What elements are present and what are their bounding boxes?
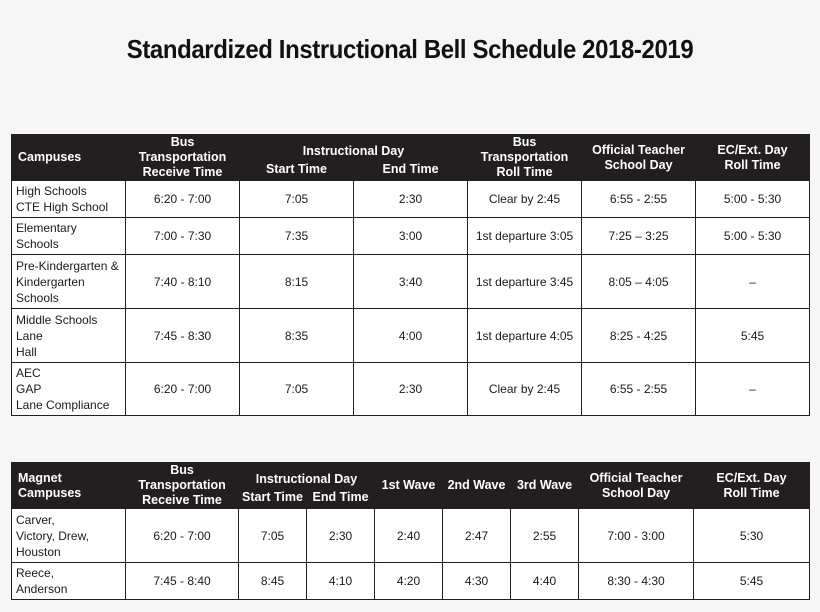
- teacher-school-day: 7:00 - 3:00: [579, 509, 694, 563]
- teacher-school-day: 8:05 – 4:05: [582, 255, 696, 309]
- bus-receive-time: 7:40 - 8:10: [126, 255, 240, 309]
- start-time: 8:45: [239, 563, 307, 600]
- table-row: [12, 509, 810, 563]
- teacher-school-day: 8:30 - 4:30: [579, 563, 694, 600]
- header-3rd-wave: 3rd Wave: [511, 463, 579, 509]
- ec-ext-day-roll-time: –: [696, 363, 810, 416]
- header-end-time: End Time: [307, 487, 375, 509]
- start-time: 7:05: [240, 363, 354, 416]
- end-time: 2:30: [354, 363, 468, 416]
- ec-ext-day-roll-time: 5:45: [696, 309, 810, 363]
- wave-3-time: 2:55: [511, 509, 579, 563]
- bus-roll-time: 1st departure 4:05: [468, 309, 582, 363]
- campus-name: Carver, Victory, Drew, Houston: [12, 509, 126, 563]
- ec-ext-day-roll-time: 5:00 - 5:30: [696, 218, 810, 255]
- campus-name: Elementary Schools: [12, 218, 126, 255]
- start-time: 7:05: [239, 509, 307, 563]
- header-teacher-school-day: Official Teacher School Day: [579, 463, 694, 509]
- ec-ext-day-roll-time: 5:00 - 5:30: [696, 181, 810, 218]
- header-bus-receive-time: Bus Transportation Receive Time: [126, 463, 239, 509]
- wave-1-time: 2:40: [375, 509, 443, 563]
- ec-ext-day-roll-time: –: [696, 255, 810, 309]
- start-time: 8:35: [240, 309, 354, 363]
- end-time: 4:00: [354, 309, 468, 363]
- teacher-school-day: 6:55 - 2:55: [582, 363, 696, 416]
- header-instructional-day: Instructional Day: [240, 135, 468, 159]
- table-row: [12, 218, 810, 255]
- table-row: [12, 181, 810, 218]
- campus-name: Pre-Kindergarten & Kindergarten Schools: [12, 255, 126, 309]
- end-time: 4:10: [307, 563, 375, 600]
- teacher-school-day: 6:55 - 2:55: [582, 181, 696, 218]
- table-row: [12, 255, 810, 309]
- bus-receive-time: 7:45 - 8:30: [126, 309, 240, 363]
- header-start-time: Start Time: [240, 159, 354, 181]
- header-bus-roll-time: Bus Transportation Roll Time: [468, 135, 582, 181]
- bus-receive-time: 6:20 - 7:00: [126, 363, 240, 416]
- bus-receive-time: 6:20 - 7:00: [126, 181, 240, 218]
- table-row: [12, 563, 810, 600]
- start-time: 7:05: [240, 181, 354, 218]
- table-row: [12, 363, 810, 416]
- end-time: 3:00: [354, 218, 468, 255]
- page-title: Standardized Instructional Bell Schedule 2018-2019: [126, 34, 694, 64]
- campus-name: Reece, Anderson: [12, 563, 126, 600]
- wave-3-time: 4:40: [511, 563, 579, 600]
- header-bus-receive-time: Bus Transportation Receive Time: [126, 135, 240, 181]
- wave-2-time: 4:30: [443, 563, 511, 600]
- campus-bell-schedule-table: [11, 134, 810, 416]
- ec-ext-day-roll-time: 5:30: [694, 509, 810, 563]
- table-row: [12, 309, 810, 363]
- teacher-school-day: 8:25 - 4:25: [582, 309, 696, 363]
- bus-receive-time: 7:00 - 7:30: [126, 218, 240, 255]
- header-campuses: Campuses: [12, 135, 126, 181]
- header-1st-wave: 1st Wave: [375, 463, 443, 509]
- end-time: 3:40: [354, 255, 468, 309]
- header-2nd-wave: 2nd Wave: [443, 463, 511, 509]
- ec-ext-day-roll-time: 5:45: [694, 563, 810, 600]
- end-time: 2:30: [307, 509, 375, 563]
- bus-roll-time: Clear by 2:45: [468, 363, 582, 416]
- bus-roll-time: 1st departure 3:05: [468, 218, 582, 255]
- header-start-time: Start Time: [239, 487, 307, 509]
- campus-name: Middle Schools Lane Hall: [12, 309, 126, 363]
- header-ec-ext-day-roll-time: EC/Ext. Day Roll Time: [696, 135, 810, 181]
- header-instructional-day: Instructional Day: [239, 463, 375, 487]
- header-ec-ext-day-roll-time: EC/Ext. Day Roll Time: [694, 463, 810, 509]
- header-magnet-campuses: Magnet Campuses: [12, 463, 126, 509]
- bus-receive-time: 6:20 - 7:00: [126, 509, 239, 563]
- end-time: 2:30: [354, 181, 468, 218]
- campus-name: AEC GAP Lane Compliance: [12, 363, 126, 416]
- wave-1-time: 4:20: [375, 563, 443, 600]
- campus-name: High Schools CTE High School: [12, 181, 126, 218]
- bus-receive-time: 7:45 - 8:40: [126, 563, 239, 600]
- header-end-time: End Time: [354, 159, 468, 181]
- wave-2-time: 2:47: [443, 509, 511, 563]
- teacher-school-day: 7:25 – 3:25: [582, 218, 696, 255]
- start-time: 7:35: [240, 218, 354, 255]
- bus-roll-time: Clear by 2:45: [468, 181, 582, 218]
- bus-roll-time: 1st departure 3:45: [468, 255, 582, 309]
- start-time: 8:15: [240, 255, 354, 309]
- magnet-bell-schedule-table: [11, 462, 810, 600]
- header-teacher-school-day: Official Teacher School Day: [582, 135, 696, 181]
